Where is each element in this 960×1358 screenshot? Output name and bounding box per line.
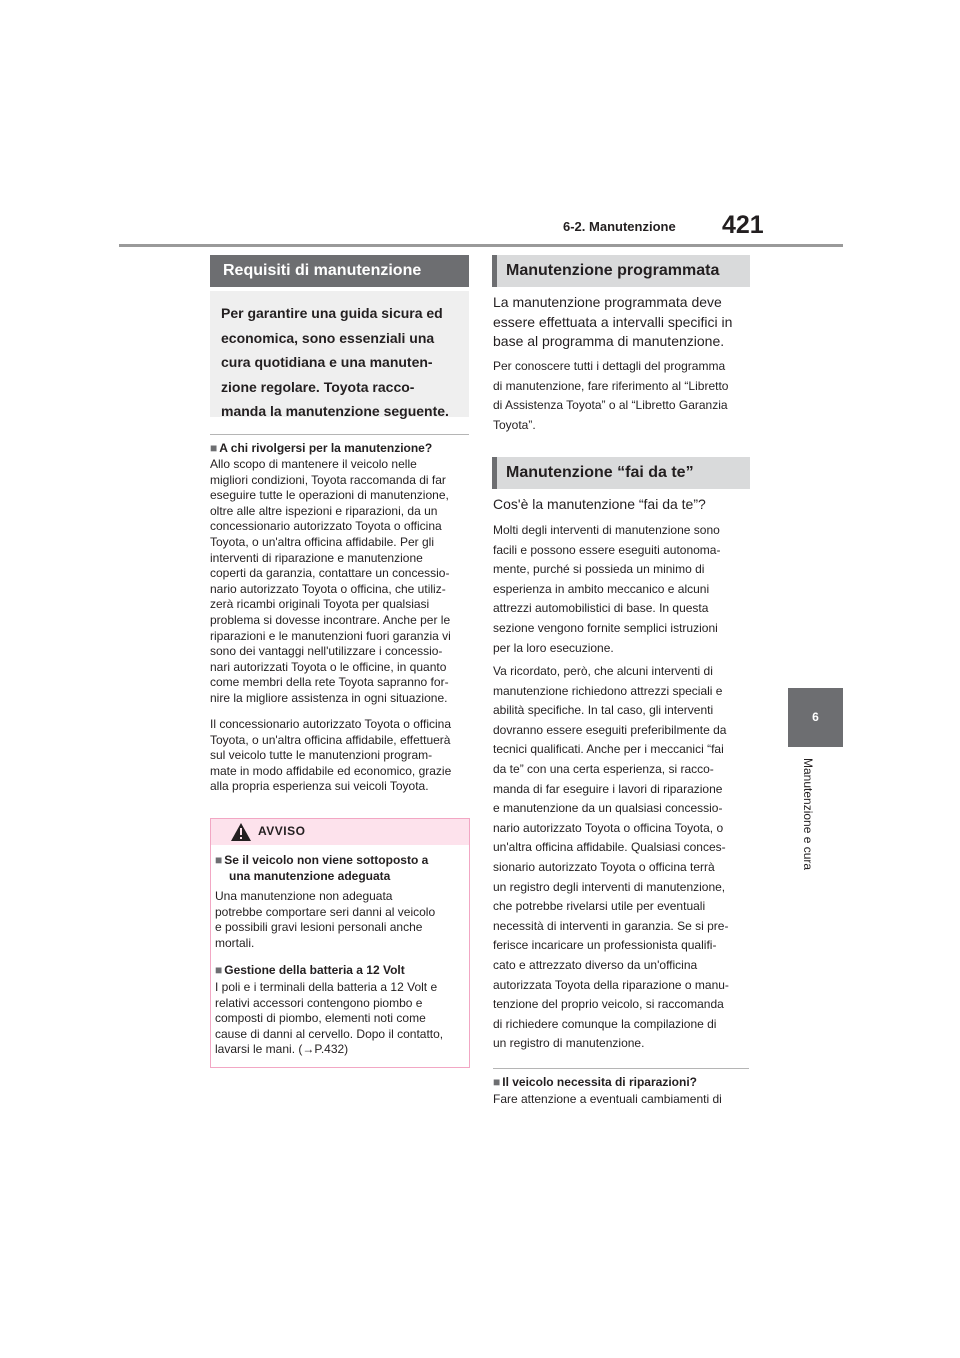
header-divider	[119, 244, 843, 247]
warning-title: AVVISO	[258, 824, 306, 838]
intro-line: Per garantire una guida sicura ed	[221, 305, 443, 321]
text-line: da te” con una certa esperienza, si racco-	[493, 761, 714, 776]
text-line: per la loro esecuzione.	[493, 640, 614, 655]
paragraph-maintenance-2	[210, 717, 472, 795]
text-line: alla propria esperienza sui veicoli Toyota.	[210, 779, 429, 794]
square-bullet-icon: ■	[215, 853, 223, 867]
square-bullet-icon: ■	[210, 441, 218, 455]
text-line: Toyota”.	[493, 417, 536, 432]
text-line: che potrebbe rivelarsi utile per eventuali	[493, 899, 706, 914]
text-line: un registro di manutenzione.	[493, 1036, 645, 1051]
text-line: La manutenzione programmata deve	[493, 294, 722, 310]
text-line: ferisce incaricare un professionista qualifi-	[493, 938, 717, 953]
text-line: eseguire tutte le operazioni di manutenzione,	[210, 488, 449, 503]
text-line: Molti degli interventi di manutenzione sono	[493, 523, 720, 537]
text-line: cause di danni al cervello. Dopo il contatto,	[215, 1026, 444, 1041]
text-line: Toyota, o un'altra officina affidabile, effettuerà	[210, 732, 451, 747]
text-line: sezione vengono fornite semplici istruzioni	[493, 620, 718, 635]
text-line: sono dei vantaggi nell'utilizzare i concessio-	[210, 644, 443, 659]
square-bullet-icon: ■	[215, 963, 223, 977]
warning-heading-text: una manutenzione adeguata	[229, 869, 391, 883]
square-bullet-icon: ■	[493, 1075, 501, 1089]
warning-item-text	[215, 980, 467, 1058]
subsection-heading-a-chi	[210, 440, 432, 456]
text-line: coperti da garanzia, contattare un concessio-	[210, 566, 450, 581]
text-line: esperienza in ambito meccanico e alcuni	[493, 581, 710, 596]
warning-heading-text: Se il veicolo non viene sottoposto a	[224, 853, 429, 867]
text-line: cato e attrezzato diverso da un'officina	[493, 957, 698, 972]
subsection-heading-text: A chi rivolgersi per la manutenzione?	[219, 441, 433, 455]
header-section-title: 6-2. Manutenzione	[563, 219, 676, 234]
warning-item-heading	[215, 962, 465, 978]
paragraph-fai-da-te-2	[493, 662, 755, 1054]
chapter-tab: 6	[788, 688, 843, 747]
text-line: migliori condizioni, Toyota raccomanda di far	[210, 472, 446, 487]
text-line: e possibili gravi lesioni personali anche	[215, 920, 423, 935]
intro-line: zione regolare. Toyota racco-	[221, 378, 415, 395]
intro-line: economica, sono essenziali una	[221, 329, 435, 346]
text-line: concessionario autorizzato Toyota o officina	[210, 519, 442, 534]
text-line: Per conoscere tutti i dettagli del programma	[493, 359, 726, 373]
intro-line: manda la manutenzione seguente.	[221, 403, 449, 420]
text-line: mate in modo affidabile ed economico, grazie	[210, 763, 452, 778]
text-line: Va ricordato, però, che alcuni interventi di	[493, 664, 713, 678]
text-line: un'altra officina affidabile. Qualsiasi conces-	[493, 840, 726, 855]
text-line: tenzione del proprio veicolo, si raccomanda	[493, 997, 724, 1012]
page-number: 421	[722, 211, 764, 239]
text-line: Toyota, o un'altra officina affidabile. Per gli	[210, 534, 434, 549]
text-line: composti di piombo, elementi noti come	[215, 1011, 426, 1026]
text-line: nire la migliore assistenza in ogni situazione.	[210, 690, 448, 705]
text-line: di richiedere comunque la compilazione di	[493, 1016, 717, 1031]
section-title-requisiti: Requisiti di manutenzione	[210, 255, 469, 287]
text-line: attrezzi automobilistici di base. In questa	[493, 601, 709, 616]
text-line: sul veicolo tutte le manutenzioni program-	[210, 748, 433, 763]
text-line: problema si dovesse incontrare. Anche per le	[210, 612, 451, 627]
intro-line: cura quotidiana e una manuten-	[221, 354, 433, 371]
text-line: dovranno essere eseguiti preferibilmente da	[493, 722, 727, 737]
text-line: nario autorizzato Toyota o officina Toyota, o	[493, 820, 724, 835]
subsection-divider	[210, 434, 469, 435]
text-line: di manutenzione, fare riferimento al “Libretto	[493, 378, 729, 393]
warning-box	[210, 818, 470, 1068]
warning-heading-text: Gestione della batteria a 12 Volt	[224, 963, 405, 977]
text-line: riparazioni e le manutenzioni fuori garanzia vi	[210, 628, 451, 643]
text-line: mente, purché si possieda un minimo di	[493, 562, 705, 577]
subsection-heading-text: Il veicolo necessita di riparazioni?	[502, 1075, 697, 1089]
subsection-divider	[493, 1068, 749, 1069]
text-line: essere effettuata a intervalli specifici in	[493, 313, 733, 330]
warning-triangle-icon	[230, 822, 252, 842]
text-line: Il concessionario autorizzato Toyota o officina	[210, 717, 452, 731]
text-line: nario autorizzato Toyota o officina, che utiliz-	[210, 581, 446, 596]
text-line: abilità specifiche. In tal caso, gli interventi	[493, 703, 714, 718]
text-line: I poli e i terminali della batteria a 12 Volt e	[215, 980, 438, 994]
text-line: mortali.	[215, 935, 255, 950]
text-line: oltre alle altre ispezioni e riparazioni, da un	[210, 503, 438, 518]
paragraph-maintenance-1	[210, 457, 472, 707]
text-line: nari autorizzati Toyota o le officine, in quanto	[210, 659, 447, 674]
text-line: come membri della rete Toyota sapranno for-	[210, 675, 449, 690]
text-line: Una manutenzione non adeguata	[215, 889, 393, 903]
paragraph-programmata-lead	[493, 293, 755, 352]
intro-box	[210, 291, 469, 420]
text-line: autorizzata Toyota della riparazione o manu-	[493, 977, 729, 992]
subsection-heading-riparazioni	[493, 1074, 697, 1090]
warning-item-text	[215, 889, 467, 951]
text-line: e manutenzione da un qualsiasi concessio-	[493, 801, 723, 816]
section-title-fai-da-te: Manutenzione “fai da te”	[492, 457, 750, 489]
text-line: potrebbe comportare seri danni al veicolo	[215, 904, 436, 919]
section-title-programmata: Manutenzione programmata	[492, 255, 750, 287]
text-line: Allo scopo di mantenere il veicolo nelle	[210, 457, 417, 471]
text-line: manda di far eseguire i lavori di riparazione	[493, 781, 723, 796]
text-line: un registro degli interventi di manutenzione,	[493, 879, 726, 894]
text-line: facili e possono essere eseguiti autonoma-	[493, 542, 721, 557]
paragraph-fai-da-te-1	[493, 521, 755, 658]
warning-header	[211, 819, 469, 845]
text-line: necessità di interventi in garanzia. Se si pre-	[493, 918, 729, 933]
paragraph-fai-da-te-lead: Cos'è la manutenzione “fai da te”?	[493, 496, 706, 512]
text-line: relativi accessori contengono piombo e	[215, 995, 423, 1010]
text-line: tecnici qualificati. Anche per i meccanici “fai	[493, 742, 724, 757]
paragraph-programmata	[493, 357, 755, 435]
warning-item-heading	[215, 852, 465, 884]
text-line: lavarsi le mani. (→P.432)	[215, 1042, 349, 1057]
text-line: manutenzione richiedono attrezzi speciali e	[493, 683, 723, 698]
paragraph-riparazioni: Fare attenzione a eventuali cambiamenti di	[493, 1092, 722, 1106]
chapter-label: Manutenzione e cura	[801, 758, 815, 871]
text-line: zerà ricambi originali Toyota per qualsiasi	[210, 597, 430, 612]
text-line: base al programma di manutenzione.	[493, 333, 725, 350]
text-line: di Assistenza Toyota” o al “Libretto Garanzia	[493, 398, 728, 413]
text-line: interventi di riparazione e manutenzione	[210, 550, 423, 565]
text-line: sionario autorizzato Toyota o officina terrà	[493, 859, 715, 874]
